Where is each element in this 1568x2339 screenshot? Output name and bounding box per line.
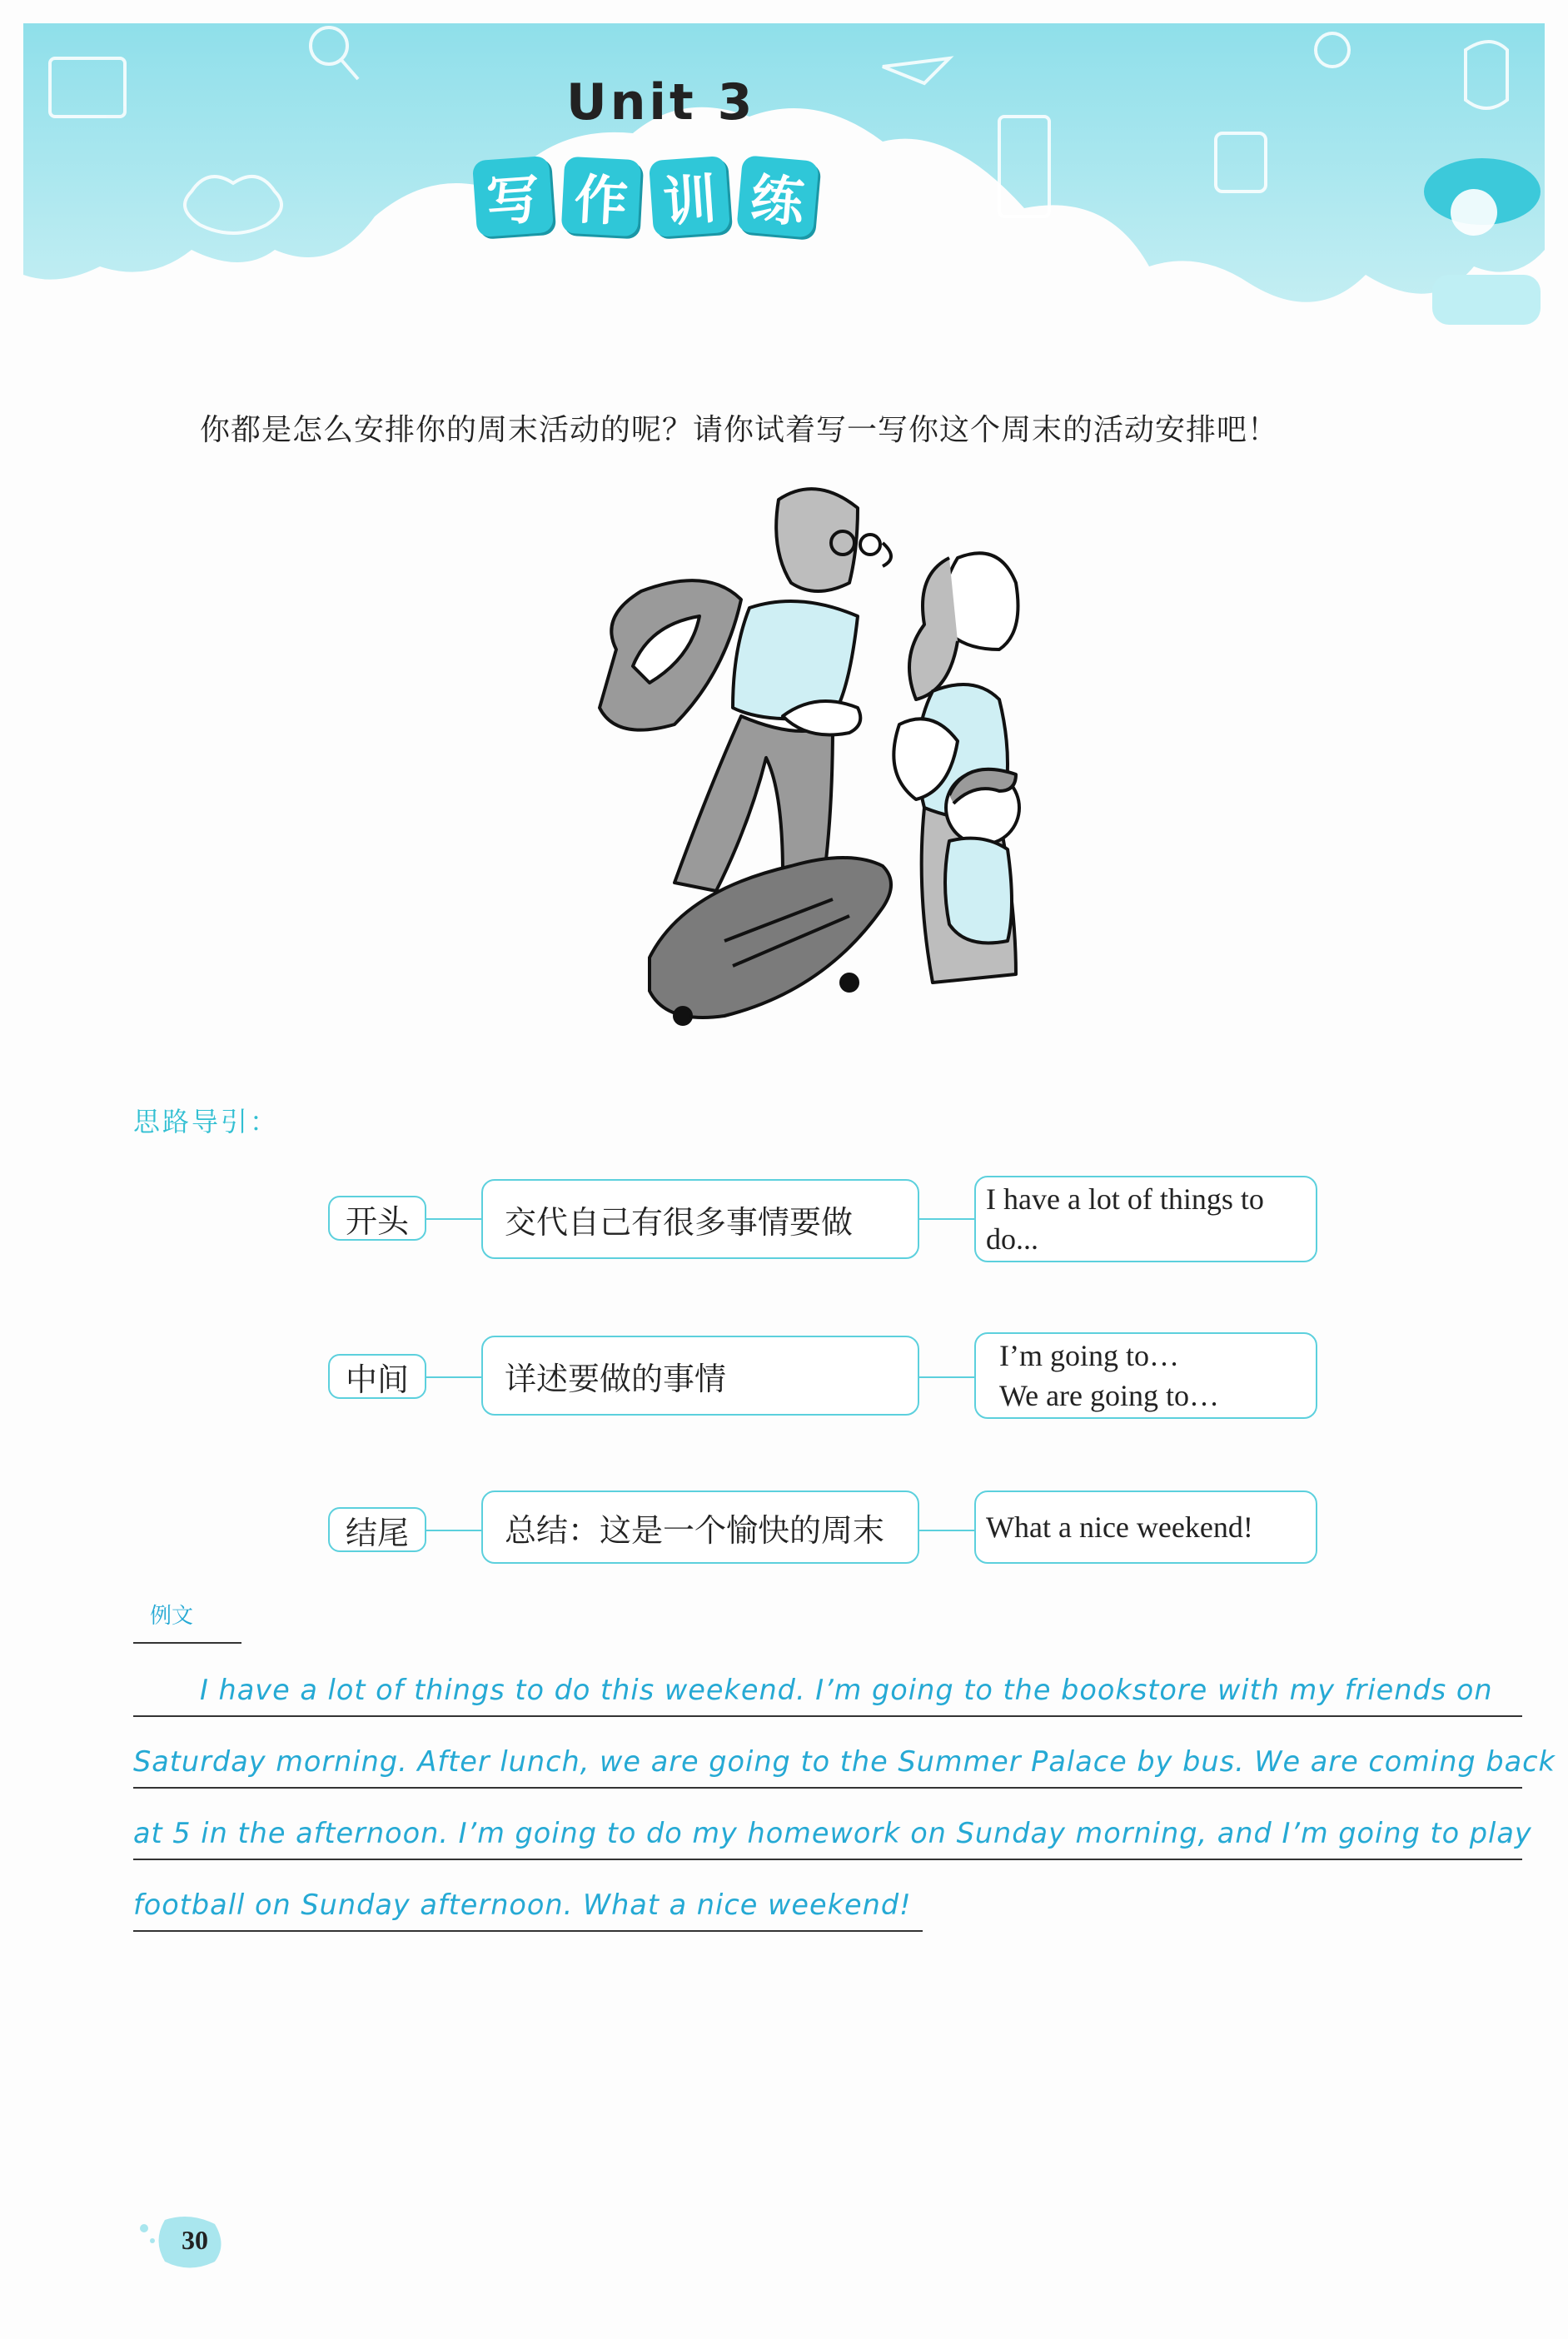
answer-line-1: I have a lot of things to do this weekend. I’m going to the bookstore with my friends on [200,1674,1493,1706]
writing-prompt: 你都是怎么安排你的周末活动的呢？请你试着写一写你这个周末的活动安排吧！ [200,413,1279,447]
title-char: 练 [736,155,819,238]
section-label-middle: 中间 [328,1354,426,1399]
sentence-line: I have a lot of things to [986,1182,1264,1216]
family-travel-illustration [583,475,1066,1074]
sentence-line: do... [986,1222,1038,1256]
section-label-ending: 结尾 [328,1507,426,1552]
title-char: 训 [649,156,730,237]
title-char: 作 [561,157,642,237]
section-title [475,158,816,235]
guide-label: 思路导引： [133,1106,280,1137]
sentence-line: What a nice weekend! [986,1510,1253,1544]
description-box: 总结：这是一个愉快的周末 [481,1490,919,1564]
page-number: 30 [182,2225,208,2255]
answer-line-4: football on Sunday afternoon. What a nice weekend! [133,1889,912,1921]
description-box: 交代自己有很多事情要做 [481,1179,919,1259]
connector-line [426,1218,483,1220]
answer-underline [133,1642,241,1644]
connector-line [919,1530,976,1531]
sentence-box [974,1332,1317,1419]
answer-heading: 例文 [150,1604,194,1629]
title-char: 写 [472,156,554,237]
connector-line [919,1376,976,1378]
unit-title: Unit 3 [566,73,756,132]
connector-line [426,1376,483,1378]
answer-underline [133,1715,1522,1717]
sentence-box [974,1176,1317,1262]
connector-line [426,1530,483,1531]
sentence-line: I’m going to… [999,1339,1179,1372]
answer-line-2: Saturday morning. After lunch, we are going to the Summer Palace by bus. We are coming back [133,1745,1556,1778]
section-label-opening: 开头 [328,1196,426,1241]
answer-line-3: at 5 in the afternoon. I’m going to do my homework on Sunday morning, and I’m going to play [133,1817,1532,1849]
answer-underline [133,1930,923,1932]
description-box: 详述要做的事情 [481,1336,919,1416]
sentence-box [974,1490,1317,1564]
answer-underline [133,1787,1522,1789]
sentence-line: We are going to… [999,1379,1220,1412]
connector-line [919,1218,976,1220]
answer-underline [133,1859,1522,1860]
